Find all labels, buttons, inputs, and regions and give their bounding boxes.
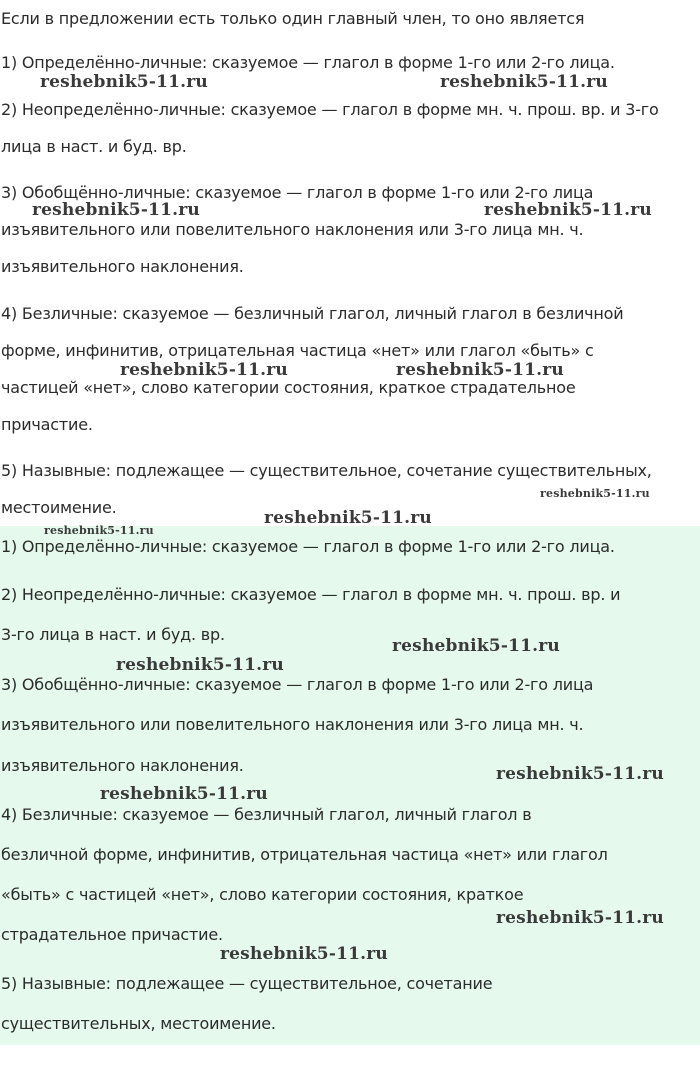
answer-line: изъявительного наклонения. (1, 756, 244, 775)
watermark: reshebnik5-11.ru (496, 908, 664, 928)
answer-line: 2) Неопределённо-личные: сказуемое — глагол в форме мн. ч. прош. вр. и (1, 585, 621, 604)
answer-line: 5) Назывные: подлежащее — существительное, сочетание (1, 974, 493, 993)
answer-line: «быть» с частицей «нет», слово категории состояния, краткое (1, 885, 524, 904)
question-line: форме, инфинитив, отрицательная частица «нет» или глагол «быть» с (1, 341, 594, 360)
watermark: reshebnik5-11.ru (32, 200, 200, 220)
question-line: лица в наст. и буд. вр. (1, 137, 187, 156)
watermark: reshebnik5-11.ru (264, 508, 432, 528)
answer-line: 1) Определённо-личные: сказуемое — глагол в форме 1-го или 2-го лица. (1, 537, 615, 556)
answer-line: безличной форме, инфинитив, отрицательная частица «нет» или глагол (1, 845, 608, 864)
intro-text: Если в предложении есть только один главный член, то оно является (1, 9, 585, 28)
question-line: изъявительного наклонения. (1, 257, 244, 276)
question-line: причастие. (1, 415, 93, 434)
watermark: reshebnik5-11.ru (484, 200, 652, 220)
watermark: reshebnik5-11.ru (496, 764, 664, 784)
watermark: reshebnik5-11.ru (116, 655, 284, 675)
question-line: частицей «нет», слово категории состояния, краткое страдательное (1, 378, 576, 397)
answer-line: изъявительного или повелительного наклонения или 3-го лица мн. ч. (1, 715, 584, 734)
watermark: reshebnik5-11.ru (120, 360, 288, 380)
watermark: reshebnik5-11.ru (392, 636, 560, 656)
answer-line: страдательное причастие. (1, 925, 223, 944)
watermark: reshebnik5-11.ru (220, 944, 388, 964)
question-line: изъявительного или повелительного наклонения или 3-го лица мн. ч. (1, 220, 584, 239)
answer-line: 4) Безличные: сказуемое — безличный глагол, личный глагол в (1, 805, 532, 824)
watermark: reshebnik5-11.ru (540, 487, 650, 500)
question-line: местоимение. (1, 498, 117, 517)
watermark: reshebnik5-11.ru (440, 72, 608, 92)
question-line: 2) Неопределённо-личные: сказуемое — глагол в форме мн. ч. прош. вр. и 3-го (1, 100, 659, 119)
watermark: reshebnik5-11.ru (396, 360, 564, 380)
watermark: reshebnik5-11.ru (44, 524, 154, 537)
answer-line: существительных, местоимение. (1, 1014, 276, 1033)
question-line: 4) Безличные: сказуемое — безличный глагол, личный глагол в безличной (1, 304, 624, 323)
answer-line: 3) Обобщённо-личные: сказуемое — глагол в форме 1-го или 2-го лица (1, 675, 594, 694)
question-line: 1) Определённо-личные: сказуемое — глагол в форме 1-го или 2-го лица. (1, 53, 615, 72)
watermark: reshebnik5-11.ru (100, 784, 268, 804)
question-line: 3) Обобщённо-личные: сказуемое — глагол в форме 1-го или 2-го лица (1, 183, 594, 202)
question-line: 5) Назывные: подлежащее — существительное, сочетание существительных, (1, 461, 652, 480)
answer-line: 3-го лица в наст. и буд. вр. (1, 625, 225, 644)
watermark: reshebnik5-11.ru (40, 72, 208, 92)
